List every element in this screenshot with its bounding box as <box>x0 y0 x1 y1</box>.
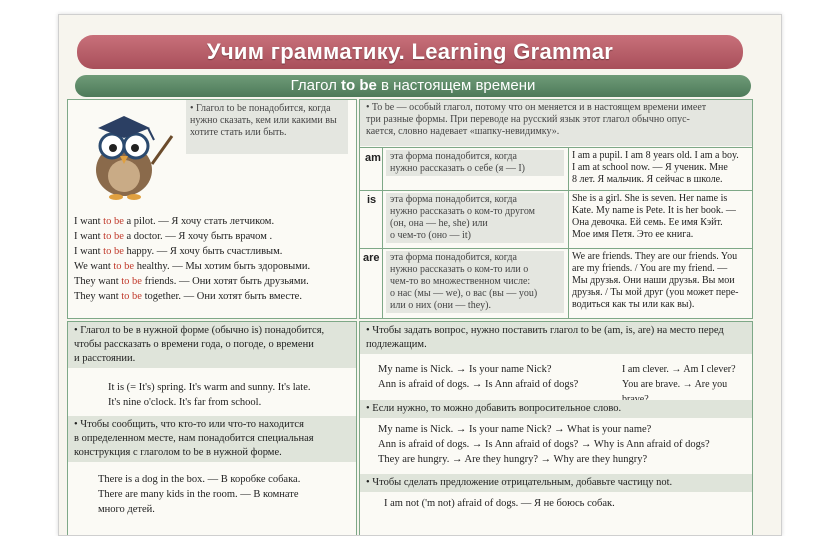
negation-example: I am not ('m not) afraid of dogs. — Я не боюсь собак. <box>384 498 615 509</box>
example-there-is: There is a dog in the box. — В коробке собака. There are many kids in the room. — В комнате много детей. <box>98 474 301 515</box>
note-location: • Чтобы сообщить, что кто-то или что-то находится в определенном месте, нам понадобится специальная конструкция с глаголом to be в нужной форме. <box>68 416 356 462</box>
intro-right-line: • To be — особый глагол, потому что он меняется и в настоящем времени имеет <box>366 102 707 113</box>
note-weather-time: • Глагол to be в нужной форме (обычно is) понадобится, чтобы рассказать о времени года, о погоде, о времени и расстоянии. <box>68 322 356 368</box>
intro-right-line: кается, словно надевает «шапку-невидимку». <box>366 126 560 137</box>
want-line: They want to be together. — Они хотят быть вместе. <box>74 291 302 302</box>
want-line: I want to be happy. — Я хочу быть счастливым. <box>74 246 283 257</box>
upper-left-panel <box>67 99 357 319</box>
note-question-word: • Если нужно, то можно добавить вопросительное слово. <box>360 400 752 418</box>
subtitle-bold: to be <box>341 77 377 94</box>
want-examples <box>74 214 354 304</box>
form-desc-am: эта форма понадобится, когда нужно рассказать о себе (я — I) <box>386 150 564 176</box>
form-tag-is: is <box>367 194 377 206</box>
form-tag-are: are <box>363 252 380 264</box>
intro-note-left: • Глагол to be понадобится, когда нужно сказать, кем или какими вы хотите стать или быть. <box>186 100 348 154</box>
question-word-examples: My name is Nick. → Is your name Nick? → What is your name? Ann is afraid of dogs. → Is Ann afraid of dogs? → Why is Ann afraid of dogs? They are hungry. → Are they hungry? → Why are they hungry? <box>378 424 710 465</box>
lower-right-panel <box>359 321 753 536</box>
example-weather: It is (= It's) spring. It's warm and sunny. It's late. It's nine o'clock. It's far from school. <box>108 382 311 408</box>
form-example-am: I am a pupil. I am 8 years old. I am a boy. I am at school now. — Я ученик. Мне 8 лет. Я мальчик. Я сейчас в школе. <box>572 150 739 185</box>
form-example-are: We are friends. They are our friends. You are my friends. / You are my friend. — Мы друзья. Они наши друзья. Вы мои друзья. / Ты мой друг (you может пере- водиться как ты или как вы). <box>572 251 739 310</box>
form-desc-are: эта форма понадобится, когда нужно рассказать о ком-то или о чем-то во множественном числе: о нас (мы — we), о вас (вы — you) или о них (они — they). <box>386 251 564 313</box>
lower-left-panel <box>67 321 357 536</box>
form-tag-am: am <box>365 152 381 164</box>
question-examples-right: I am clever. → Am I clever? You are brave. → Are you <box>622 364 736 390</box>
intro-right-line: три разные формы. При переводе на русский язык этот глагол обычно опус- <box>366 114 690 125</box>
intro-note-right <box>360 100 752 146</box>
grammar-poster <box>58 14 782 536</box>
section-subtitle <box>75 75 751 97</box>
subtitle-pre: Глагол <box>290 77 342 94</box>
question-examples-left: My name is Nick. → Is your name Nick? Ann is afraid of dogs. → Is Ann afraid of dogs? <box>378 364 579 390</box>
form-example-is: She is a girl. She is seven. Her name is Kate. My name is Pete. It is her book. — Она девочка. Ей семь. Ее имя Кэйт. Мое имя Петя. Это ее книга. <box>572 193 736 240</box>
subtitle-post: в настоящем времени <box>376 77 536 94</box>
upper-right-panel <box>359 99 753 319</box>
want-line: They want to be friends. — Они хотят быть друзьями. <box>74 276 309 287</box>
note-question: • Чтобы задать вопрос, нужно поставить глагол to be (am, is, are) на место перед подлежащим. <box>360 322 752 354</box>
owl-teacher-illustration <box>76 102 176 202</box>
poster-title: Учим грамматику. Learning Grammar <box>77 35 743 69</box>
note-negation: • Чтобы сделать предложение отрицательным, добавьте частицу not. <box>360 474 752 492</box>
form-desc-is: эта форма понадобится, когда нужно рассказать о ком-то другом (он, она — he, she) или о чем-то (оно — it) <box>386 193 564 243</box>
want-line: I want to be a pilot. — Я хочу стать летчиком. <box>74 216 275 227</box>
want-line: We want to be healthy. — Мы хотим быть здоровыми. <box>74 261 311 272</box>
want-line: I want to be a doctor. — Я хочу быть врачом . <box>74 231 273 242</box>
